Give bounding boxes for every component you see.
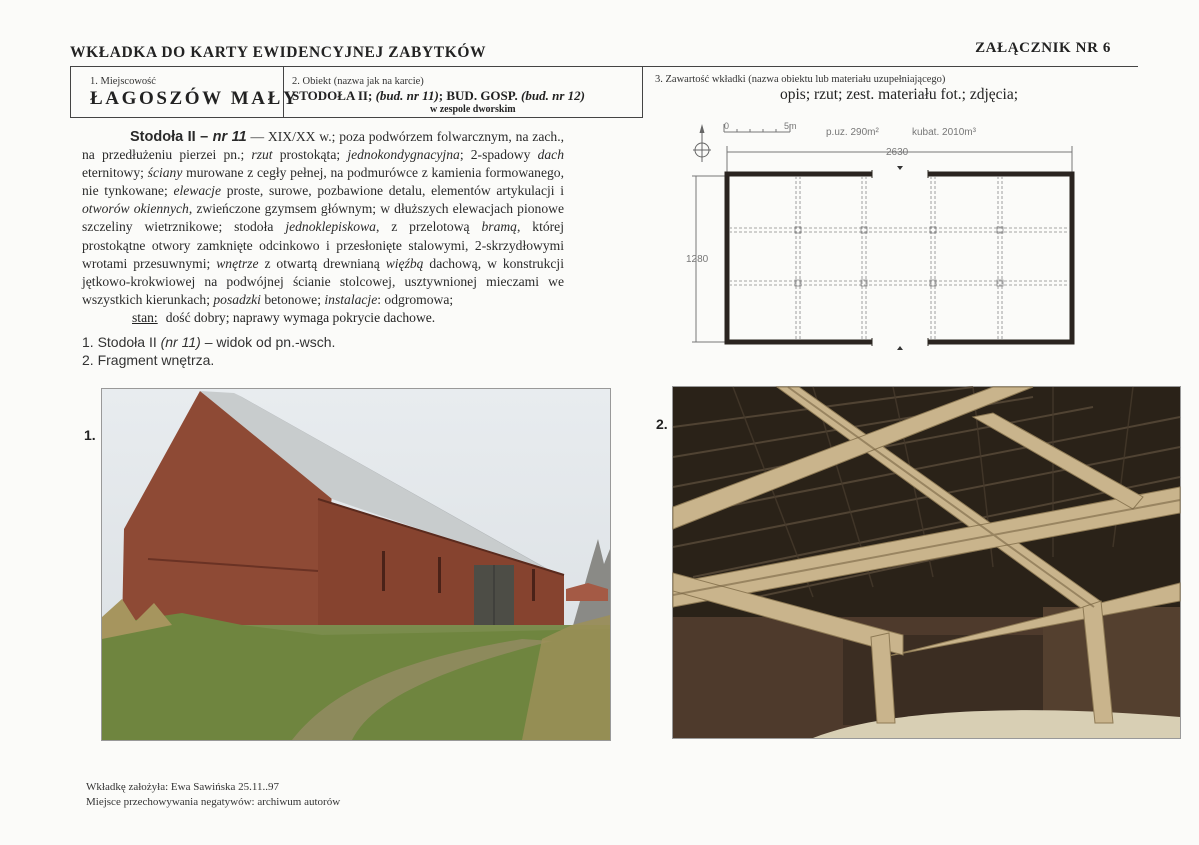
posts <box>795 227 1003 286</box>
north-arrow-icon <box>693 124 711 162</box>
object-name-1: STODOŁA II; <box>292 88 376 103</box>
object-description: Stodoła II – nr 11 — XIX/XX w.; poza podwórzem folwarcznym, na zach., na przedłużeniu pierzei pn.; rzut prostokąta; jednokondygnacyjna; 2-spadowy dach eternitowy; ściany murowane z cegły pełnej, na podmurówce z kamienia formowanego, nie tynkowane; elewacje proste, surowe, pozbawione detalu, elementów artykulacji i otworów okiennych, zwieńczone gzymsem głównym; w dłuższych elewacjach pionowe szczeliny wietrznikowe; stodoła jednoklepiskowa, z przelotową bramą, której prostokątne otwory zamknięte odcinkowo i przesłonięte stalowymi, 2-skrzydłowymi wrotami przesuwnymi; wnętrze z otwartą drewnianą więźbą dachową, w konstrukcji jętkowo-krokwiowej na podwójnej ścianie stolcowej, usztywnionej mieczami we wszystkich kierunkach; posadzki betonowe; instalacje: odgromowa; <box>82 129 565 307</box>
contents-label: 3. Zawartość wkładki (nazwa obiektu lub materiału uzupełniającego) <box>655 74 946 85</box>
condition-value: dość dobry; naprawy wymaga pokrycie dachowe. <box>165 310 436 325</box>
locality-value: ŁAGOSZÓW MAŁY <box>90 88 300 109</box>
negatives-location: Miejsce przechowywania negatywów: archiwum autorów <box>86 796 341 808</box>
appendix-number: ZAŁĄCZNIK NR 6 <box>975 40 1111 56</box>
photo-barn-interior <box>672 386 1181 739</box>
form-divider-2 <box>642 66 643 118</box>
document-title: WKŁADKA DO KARTY EWIDENCYJNEJ ZABYTKÓW <box>70 44 487 61</box>
form-bottom-rule <box>70 117 643 118</box>
building-walls <box>727 170 1072 346</box>
photo-1-number: 1. <box>84 427 96 443</box>
svg-text:1280: 1280 <box>686 254 709 265</box>
locality-label: 1. Miejscowość <box>90 76 156 87</box>
object-name-2: ; BUD. GOSP. <box>438 88 522 103</box>
condition-label: stan: <box>132 310 158 325</box>
footer-notes <box>86 780 340 810</box>
photo-barn-exterior <box>101 388 611 741</box>
condition-statement <box>132 310 435 326</box>
floor-plan-drawing <box>686 118 1090 348</box>
object-subtitle: w zespole dworskim <box>430 104 516 115</box>
width-dimension <box>686 176 726 342</box>
author-line: Wkładkę założyła: Ewa Sawińska 25.11..97 <box>86 781 279 793</box>
entry-arrow-north-icon <box>897 166 903 170</box>
description-lead: Stodoła II – nr 11 <box>130 129 247 145</box>
caption-1: 1. Stodoła II (nr 11) – widok od pn.-wsch. <box>82 334 336 350</box>
object-label: 2. Obiekt (nazwa jak na karcie) <box>292 76 424 87</box>
entry-arrow-south-icon <box>897 346 903 350</box>
form-left-border <box>70 66 71 118</box>
scale-zero: 0 <box>724 121 730 131</box>
scale-end: 5m <box>784 121 797 131</box>
caption-2: 2. Fragment wnętrza. <box>82 351 215 368</box>
svg-text:2630: 2630 <box>886 147 909 158</box>
building-volume: kubat. 2010m³ <box>912 127 976 138</box>
object-value <box>292 88 585 104</box>
photo-2-number: 2. <box>656 416 668 432</box>
form-top-rule <box>70 66 1138 67</box>
photo-captions <box>82 334 335 369</box>
length-dimension <box>727 146 1072 174</box>
structural-grid <box>729 176 1070 340</box>
usable-area: p.uz. 290m² <box>826 127 879 138</box>
contents-value: opis; rzut; zest. materiału fot.; zdjęcia; <box>780 86 1019 103</box>
object-number-1: (bud. nr 11) <box>375 88 439 103</box>
scale-bar <box>724 121 797 132</box>
object-number-2: (bud. nr 12) <box>521 88 585 103</box>
